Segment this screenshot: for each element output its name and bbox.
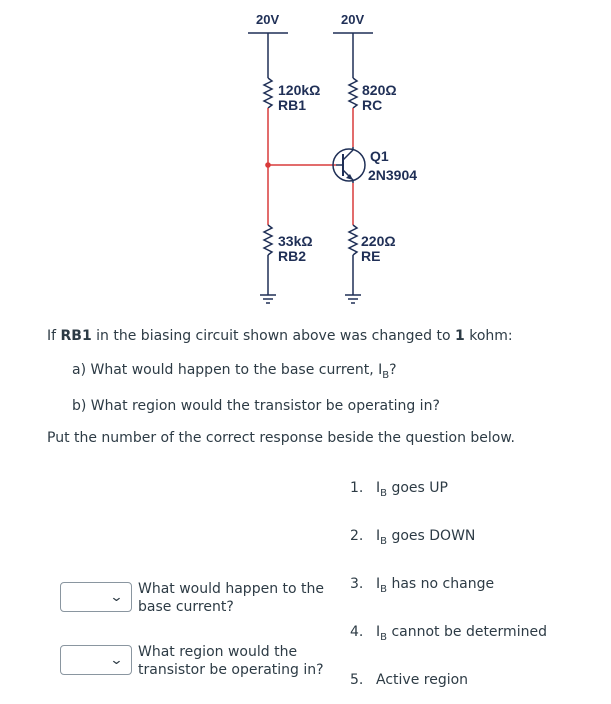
rb2-name-label: RB2 [278, 248, 307, 264]
rb1-value-label: 120kΩ [278, 82, 321, 98]
rb2-value-label: 33kΩ [278, 233, 313, 249]
option-5: 5. Active region [350, 672, 469, 688]
transistor-q1 [333, 147, 365, 183]
supply-label-right: 20V [341, 12, 365, 27]
instruction-text: Put the number of the correct response beside the question below. [47, 430, 515, 446]
rc-name-label: RC [362, 97, 383, 113]
chevron-down-icon: ⌄ [109, 590, 124, 605]
ground-symbol-left [260, 295, 276, 303]
ground-symbol-right [345, 295, 361, 303]
resistor-rb2 [264, 225, 272, 255]
re-value-label: 220Ω [361, 233, 396, 249]
rc-value-label: 820Ω [362, 82, 397, 98]
question-a: a) What would happen to the base current, $I_B$? [72, 362, 397, 381]
answer-select-operating-region[interactable] [60, 645, 132, 675]
resistor-re [349, 225, 357, 255]
option-3: 3. $I_B$ has no change [350, 576, 495, 595]
circuit-diagram [0, 0, 611, 320]
supply-label-left: 20V [256, 12, 280, 27]
question-intro: If RB1 in the biasing circuit shown above was changed to 1 kohm: [47, 328, 513, 344]
q1-name-label: Q1 [370, 148, 389, 164]
match-question-base-current: What would happen to the base current? [138, 581, 324, 615]
resistor-rc [349, 78, 357, 108]
option-4: 4. $I_B$ cannot be determined [350, 624, 547, 643]
rb1-name-label: RB1 [278, 97, 307, 113]
option-1: 1. $I_B$ goes UP [350, 480, 448, 499]
resistor-rb1 [264, 78, 272, 108]
question-b: b) What region would the transistor be operating in? [72, 398, 440, 414]
q1-part-label: 2N3904 [368, 167, 418, 183]
answer-select-base-current[interactable] [60, 582, 132, 612]
option-2: 2. $I_B$ goes DOWN [350, 528, 476, 547]
re-name-label: RE [361, 248, 381, 264]
match-question-operating-region: What region would the transistor be operating in? [138, 644, 324, 678]
chevron-down-icon: ⌄ [109, 653, 124, 668]
